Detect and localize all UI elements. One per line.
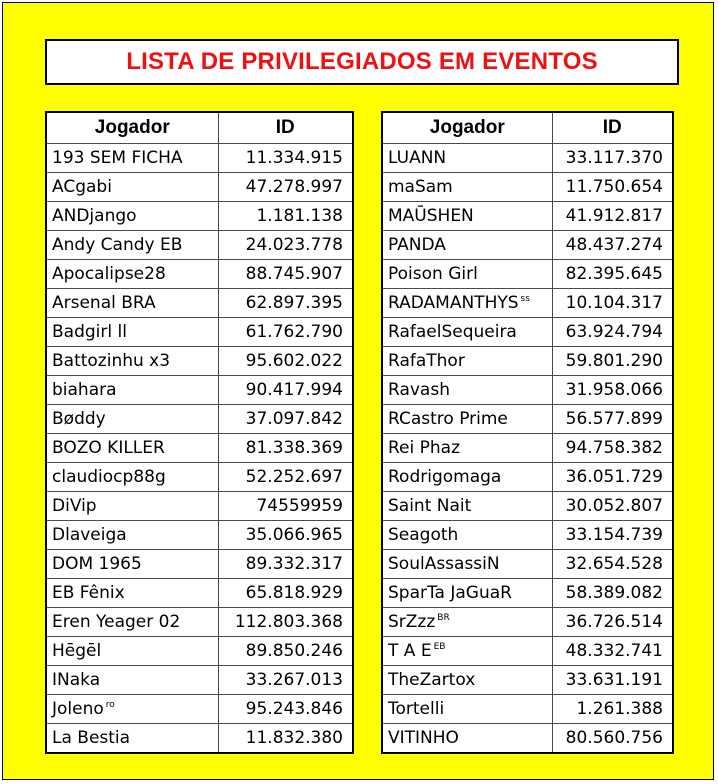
- player-name: PANDA: [388, 235, 446, 255]
- table-row: [46, 666, 353, 695]
- player-name: La Bestia: [52, 728, 131, 748]
- player-name-cell: [46, 492, 218, 521]
- player-name: biahara: [52, 380, 117, 400]
- player-id-cell: 11.750.654: [552, 173, 673, 202]
- player-name-cell: [46, 608, 218, 637]
- player-name-cell: [382, 376, 552, 405]
- player-id-cell: 81.338.369: [218, 434, 353, 463]
- player-name: Seagoth: [388, 525, 459, 545]
- player-name-cell: [382, 173, 552, 202]
- table-row: [382, 347, 673, 376]
- player-id-cell: 65.818.929: [218, 579, 353, 608]
- player-name: VITINHO: [388, 728, 459, 748]
- table-row: [382, 492, 673, 521]
- table-row: [382, 173, 673, 202]
- table-row: [46, 202, 353, 231]
- player-name-cell: [46, 463, 218, 492]
- header-row: [382, 112, 673, 144]
- player-name: SrZzz: [388, 612, 436, 632]
- table-row: [46, 492, 353, 521]
- table-row: [382, 318, 673, 347]
- player-name: Tortelli: [388, 699, 445, 719]
- player-name-cell: [382, 579, 552, 608]
- table-row: [46, 550, 353, 579]
- player-name-cell: [46, 579, 218, 608]
- table-row: [382, 666, 673, 695]
- player-name-cell: [382, 521, 552, 550]
- player-id-cell: 24.023.778: [218, 231, 353, 260]
- player-name: RafaThor: [388, 351, 465, 371]
- table-row: [382, 550, 673, 579]
- player-name-cell: [382, 260, 552, 289]
- table-row: [382, 144, 673, 173]
- player-name: Poison Girl: [388, 264, 478, 284]
- player-id-cell: 30.052.807: [552, 492, 673, 521]
- player-id-cell: 90.417.994: [218, 376, 353, 405]
- player-id-cell: 36.051.729: [552, 463, 673, 492]
- player-id-cell: 58.389.082: [552, 579, 673, 608]
- table-row: [46, 318, 353, 347]
- player-id-cell: 33.154.739: [552, 521, 673, 550]
- player-id-cell: 95.243.846: [218, 695, 353, 724]
- table-row: [46, 173, 353, 202]
- player-name: LUANN: [388, 148, 447, 168]
- player-name: INaka: [52, 670, 101, 690]
- player-name-cell: [46, 260, 218, 289]
- player-id-cell: 89.850.246: [218, 637, 353, 666]
- player-name-cell: [382, 144, 552, 173]
- player-tag-superscript: ro: [105, 700, 115, 710]
- column-header-id: ID: [552, 112, 673, 144]
- player-name: Saint Nait: [388, 496, 472, 516]
- player-name-cell: [46, 521, 218, 550]
- player-name-cell: [382, 405, 552, 434]
- player-name-cell: [46, 202, 218, 231]
- player-id-cell: 74559959: [218, 492, 353, 521]
- player-id-cell: 48.437.274: [552, 231, 673, 260]
- yellow-background-frame: [2, 2, 714, 780]
- table-row: [46, 463, 353, 492]
- player-id-cell: 95.602.022: [218, 347, 353, 376]
- player-name-cell: [382, 231, 552, 260]
- column-header-player: Jogador: [46, 112, 218, 144]
- table-row: [46, 260, 353, 289]
- table-row: [382, 608, 673, 637]
- player-name: Rodrigomaga: [388, 467, 502, 487]
- player-id-cell: 31.958.066: [552, 376, 673, 405]
- player-name: Badgirl ll: [52, 322, 127, 342]
- players-table-left: [45, 111, 354, 754]
- player-name: Joleno: [52, 699, 104, 719]
- player-id-cell: 80.560.756: [552, 724, 673, 754]
- column-header-player: Jogador: [382, 112, 552, 144]
- player-id-cell: 62.897.395: [218, 289, 353, 318]
- table-row: [46, 144, 353, 173]
- player-name: Apocalipse28: [52, 264, 166, 284]
- table-row: [382, 289, 673, 318]
- table-row: [46, 434, 353, 463]
- table-row: [382, 724, 673, 754]
- column-header-id: ID: [218, 112, 353, 144]
- player-id-cell: 61.762.790: [218, 318, 353, 347]
- player-id-cell: 56.577.899: [552, 405, 673, 434]
- player-name-cell: [46, 724, 218, 754]
- player-name: SoulAssassiN: [388, 554, 500, 574]
- player-name-cell: [382, 202, 552, 231]
- player-name-cell: [382, 463, 552, 492]
- table-row: [382, 376, 673, 405]
- player-id-cell: 11.832.380: [218, 724, 353, 754]
- player-name-cell: [46, 289, 218, 318]
- player-name: Rei Phaz: [388, 438, 461, 458]
- player-id-cell: 59.801.290: [552, 347, 673, 376]
- table-row: [46, 289, 353, 318]
- player-name-cell: [46, 144, 218, 173]
- player-name: ACgabi: [52, 177, 112, 197]
- player-id-cell: 35.066.965: [218, 521, 353, 550]
- player-id-cell: 94.758.382: [552, 434, 673, 463]
- player-name-cell: [46, 318, 218, 347]
- player-name: RCastro Prime: [388, 409, 508, 429]
- table-row: [382, 463, 673, 492]
- header-row: [46, 112, 353, 144]
- player-id-cell: 33.631.191: [552, 666, 673, 695]
- table-row: [382, 231, 673, 260]
- player-name: Eren Yeager 02: [52, 612, 181, 632]
- player-id-cell: 32.654.528: [552, 550, 673, 579]
- table-row: [382, 521, 673, 550]
- player-name: claudiocp88g: [52, 467, 166, 487]
- table-row: [46, 724, 353, 754]
- player-id-cell: 37.097.842: [218, 405, 353, 434]
- table-row: [382, 405, 673, 434]
- player-name: ANDjango: [52, 206, 137, 226]
- player-name-cell: [46, 376, 218, 405]
- player-id-cell: 10.104.317: [552, 289, 673, 318]
- player-id-cell: 36.726.514: [552, 608, 673, 637]
- player-name-cell: [382, 608, 552, 637]
- table-row: [46, 521, 353, 550]
- player-name-cell: [382, 289, 552, 318]
- page-title: LISTA DE PRIVILEGIADOS EM EVENTOS: [126, 48, 598, 75]
- player-id-cell: 33.267.013: [218, 666, 353, 695]
- player-name: DOM 1965: [52, 554, 142, 574]
- table-row: [382, 260, 673, 289]
- player-name: MAŪSHEN: [388, 206, 474, 226]
- player-name: Andy Candy EB: [52, 235, 183, 255]
- player-name-cell: [46, 666, 218, 695]
- player-name: 193 SEM FICHA: [52, 148, 183, 168]
- table-row: [46, 579, 353, 608]
- player-name-cell: [46, 347, 218, 376]
- player-name-cell: [382, 550, 552, 579]
- player-name-cell: [382, 695, 552, 724]
- player-name-cell: [46, 695, 218, 724]
- player-name-cell: [46, 173, 218, 202]
- player-name-cell: [46, 231, 218, 260]
- player-id-cell: 1.181.138: [218, 202, 353, 231]
- player-name: Hēgēl: [52, 641, 102, 661]
- table-row: [46, 405, 353, 434]
- player-name: DiVip: [52, 496, 97, 516]
- player-name: Dlaveiga: [52, 525, 127, 545]
- player-tag-superscript: ss: [520, 294, 530, 304]
- player-id-cell: 82.395.645: [552, 260, 673, 289]
- player-id-cell: 63.924.794: [552, 318, 673, 347]
- player-name: SparTa JaGuaR: [388, 583, 512, 603]
- player-name: RADAMANTHYS: [388, 293, 519, 313]
- player-name: T A E: [388, 641, 432, 661]
- player-id-cell: 1.261.388: [552, 695, 673, 724]
- table-row: [382, 202, 673, 231]
- player-name-cell: [382, 434, 552, 463]
- table-row: [46, 695, 353, 724]
- player-name: Ravash: [388, 380, 450, 400]
- player-name: TheZartox: [388, 670, 476, 690]
- player-id-cell: 48.332.741: [552, 637, 673, 666]
- player-id-cell: 52.252.697: [218, 463, 353, 492]
- player-name-cell: [382, 318, 552, 347]
- player-name: maSam: [388, 177, 453, 197]
- player-name-cell: [46, 550, 218, 579]
- table-row: [382, 695, 673, 724]
- player-id-cell: 89.332.317: [218, 550, 353, 579]
- table-row: [46, 231, 353, 260]
- player-id-cell: 41.912.817: [552, 202, 673, 231]
- player-id-cell: 47.278.997: [218, 173, 353, 202]
- player-name-cell: [382, 724, 552, 754]
- player-name: Arsenal BRA: [52, 293, 156, 313]
- player-name-cell: [382, 666, 552, 695]
- title-box: [45, 39, 679, 85]
- player-id-cell: 11.334.915: [218, 144, 353, 173]
- player-name: Bøddy: [52, 409, 106, 429]
- player-name-cell: [46, 434, 218, 463]
- player-name-cell: [382, 347, 552, 376]
- player-name: BOZO KILLER: [52, 438, 165, 458]
- player-name-cell: [46, 405, 218, 434]
- player-id-cell: 88.745.907: [218, 260, 353, 289]
- players-table-right: [381, 111, 674, 754]
- table-row: [46, 376, 353, 405]
- player-tag-superscript: BR: [437, 613, 450, 623]
- table-row: [382, 434, 673, 463]
- player-id-cell: 112.803.368: [218, 608, 353, 637]
- player-name-cell: [382, 492, 552, 521]
- player-tag-superscript: EB: [433, 642, 446, 652]
- table-row: [46, 347, 353, 376]
- player-name-cell: [46, 637, 218, 666]
- player-name: Battozinhu x3: [52, 351, 171, 371]
- player-name-cell: [382, 637, 552, 666]
- table-row: [46, 637, 353, 666]
- table-row: [382, 579, 673, 608]
- table-row: [382, 637, 673, 666]
- player-id-cell: 33.117.370: [552, 144, 673, 173]
- player-name: EB Fênix: [52, 583, 125, 603]
- player-name: RafaelSequeira: [388, 322, 517, 342]
- table-row: [46, 608, 353, 637]
